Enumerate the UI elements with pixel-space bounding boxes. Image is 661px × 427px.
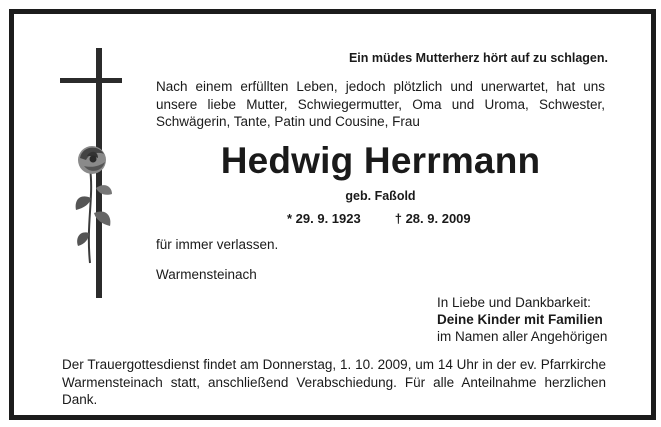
place-name: Warmensteinach: [156, 267, 257, 282]
signature-line-3: im Namen aller Angehörigen: [437, 329, 608, 344]
maiden-name: geb. Faßold: [345, 189, 416, 203]
obituary-notice: [9, 9, 656, 420]
signature-line-2: Deine Kinder mit Familien: [437, 312, 603, 327]
life-dates: [287, 211, 471, 226]
cross-with-rose-icon: [60, 48, 140, 298]
death-date: † 28. 9. 2009: [394, 211, 471, 226]
service-info: Der Trauergottesdienst findet am Donnerstag, 1. 10. 2009, um 14 Uhr in der ev. Pfarrkirche Warmensteinach statt, anschließend Verabschiedung. Für alle Anteilnahme herzlichen Dank.: [62, 357, 606, 407]
birth-date: * 29. 9. 1923: [287, 211, 361, 226]
motto: Ein müdes Mutterherz hört auf zu schlagen.: [348, 51, 608, 65]
intro-text: Nach einem erfüllten Leben, jedoch plötzlich und unerwartet, hat uns unsere liebe Mutter, Schwiegermutter, Oma und Uroma, Schwester, Schwägerin, Tante, Patin und Cousine, Frau: [156, 79, 605, 129]
signature-line-1: In Liebe und Dankbarkeit:: [437, 295, 591, 310]
signature-block: [437, 294, 607, 345]
deceased-name: Hedwig Herrmann: [220, 140, 541, 181]
leave-text: für immer verlassen.: [156, 237, 279, 252]
